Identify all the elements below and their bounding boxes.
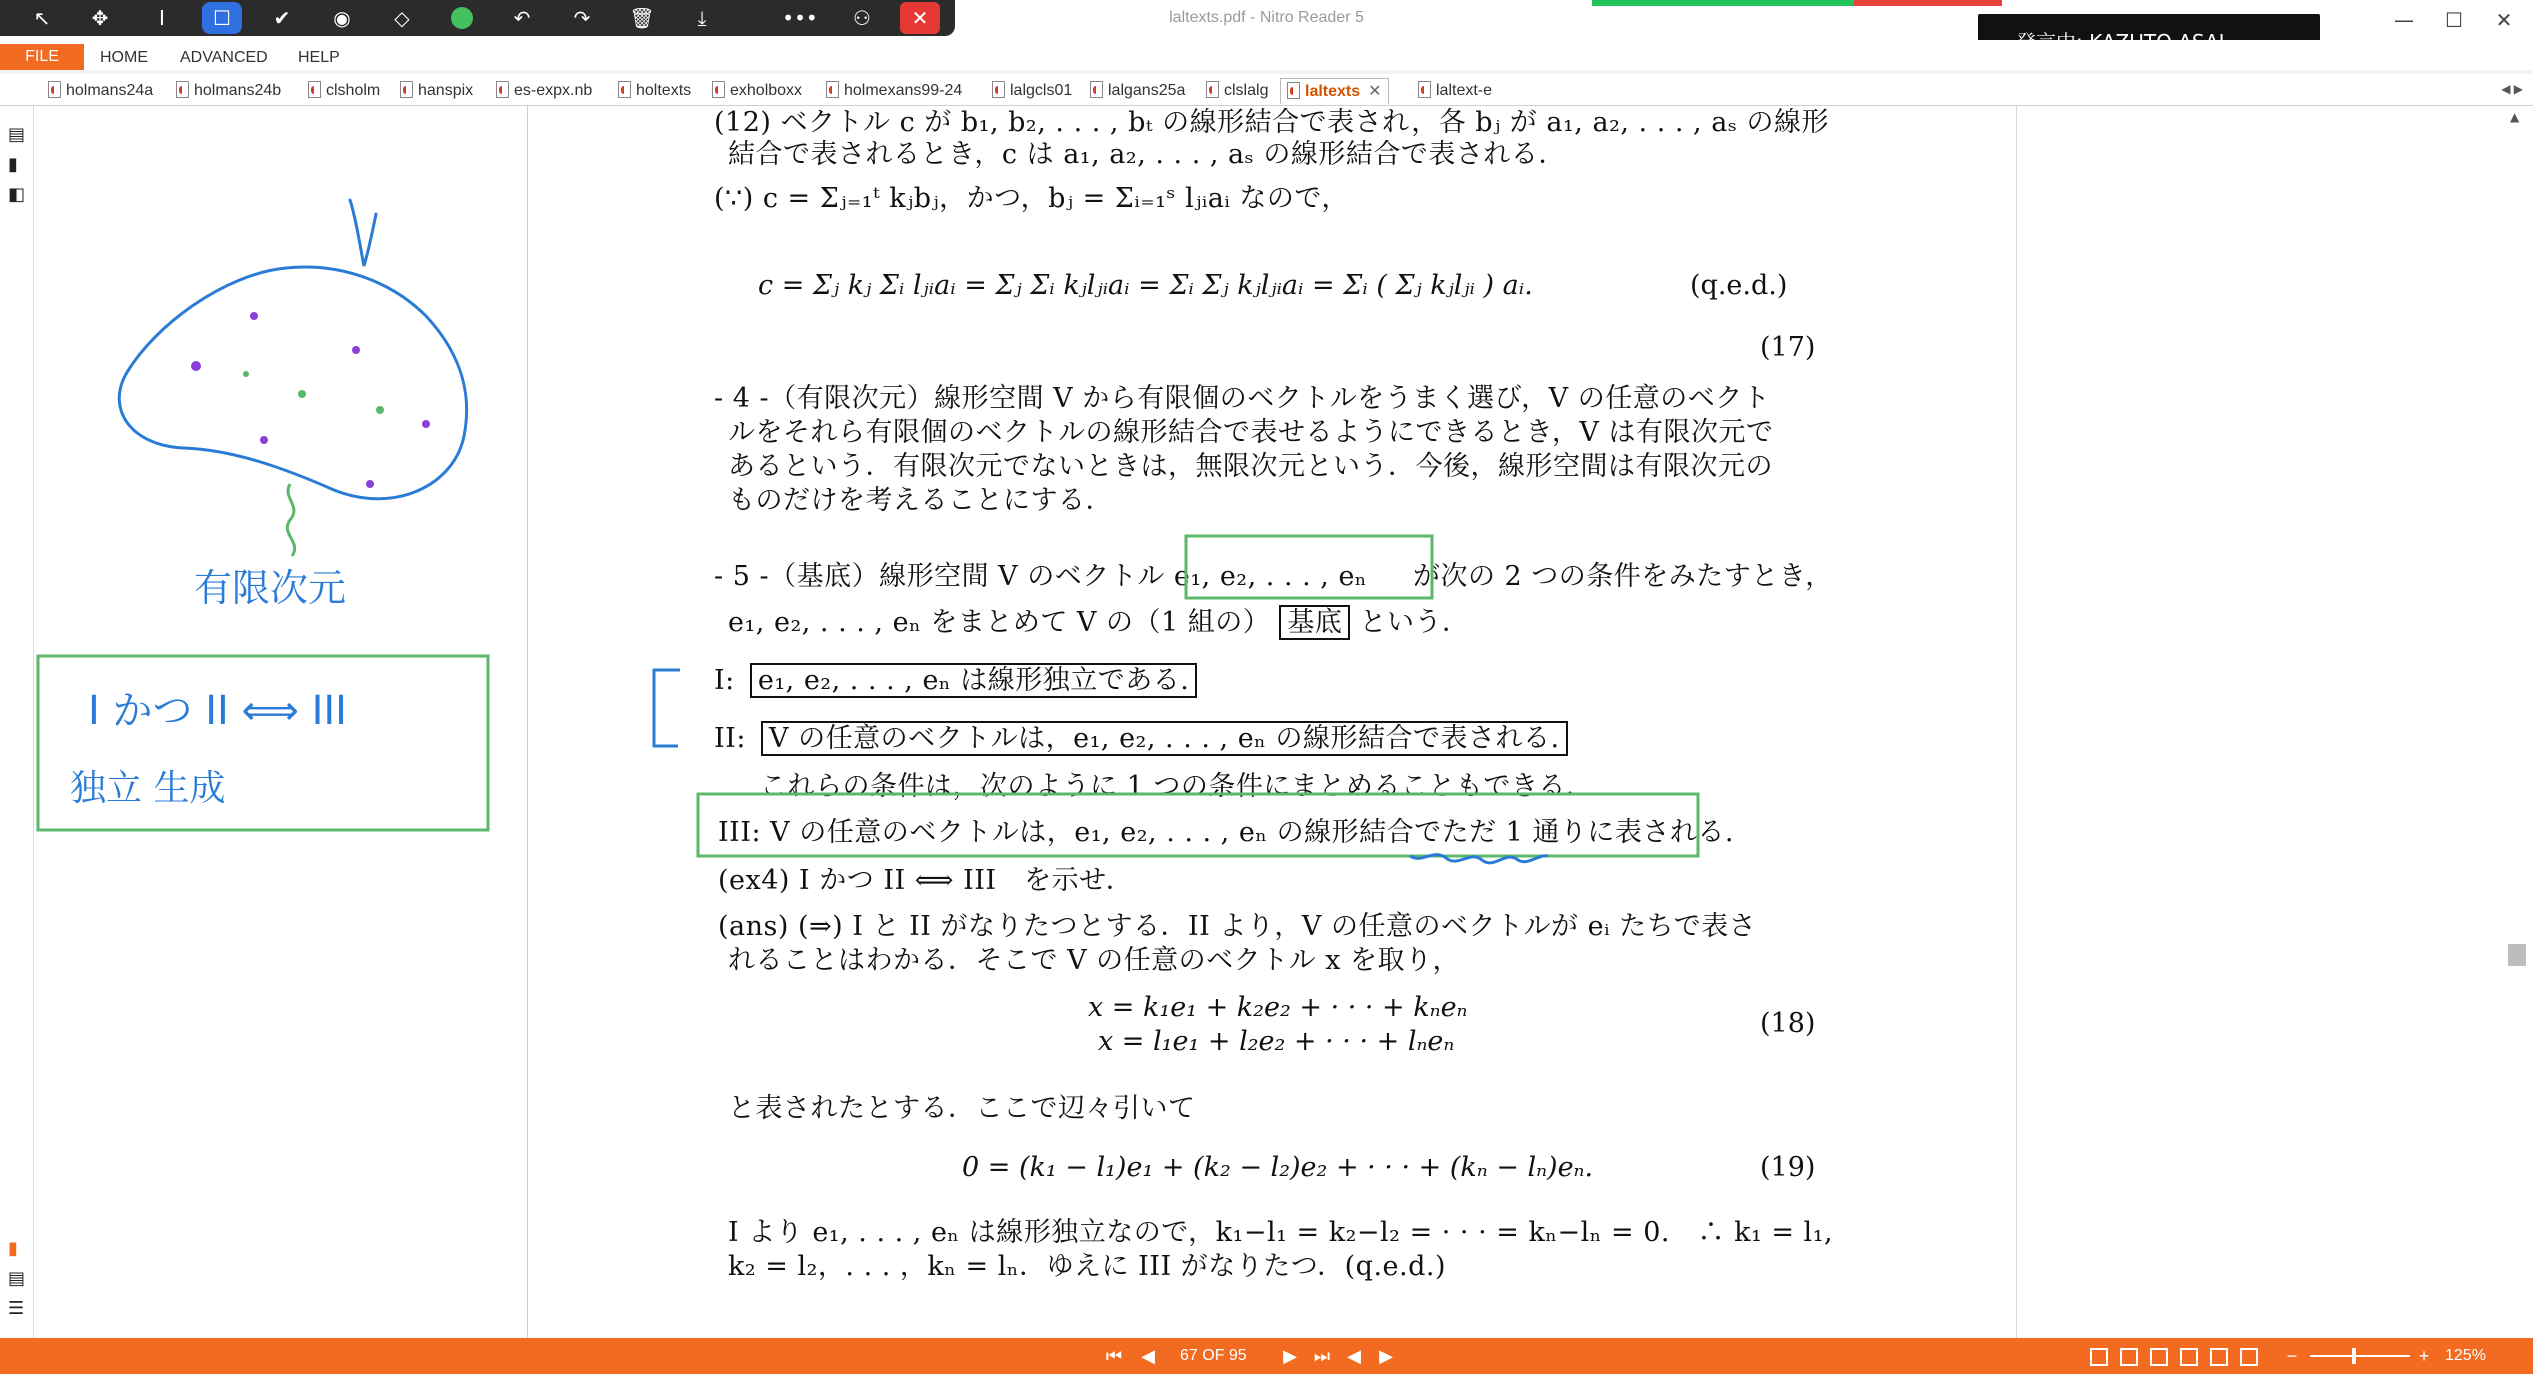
condition-II — [714, 716, 1568, 755]
menu-home[interactable]: HOME — [100, 49, 148, 66]
condition-II-label: II: — [714, 723, 746, 754]
tab-lalgans25a[interactable]: lalgans25a — [1090, 78, 1185, 104]
document-tabs — [0, 74, 2533, 106]
eraser-icon[interactable]: ◇ — [394, 6, 410, 30]
text-line: (∵) c = Σⱼ₌₁ᵗ kⱼbⱼ，かつ，bⱼ = Σᵢ₌₁ˢ lⱼᵢaᵢ なので， — [714, 183, 1349, 214]
text-line: ルをそれら有限個のベクトルの線形結合で表せるようにできるとき，V は有限次元で — [728, 417, 1774, 448]
text-line: (12) ベクトル c が b₁, b₂, . . . , bₜ の線形結合で表され，各 bⱼ が a₁, a₂, . . . , aₛ の線形 — [714, 107, 1829, 138]
minimize-button[interactable]: — — [2394, 8, 2414, 32]
equation-19: 0 = (k₁ − l₁)e₁ + (k₂ − l₂)e₂ + · · · + (kₙ − lₙ)eₙ. — [962, 1152, 1594, 1183]
menu-file[interactable]: FILE — [0, 44, 84, 70]
stamp-icon[interactable]: ◉ — [333, 6, 351, 30]
redo-icon[interactable]: ↷ — [573, 6, 591, 30]
pdf-file-icon — [992, 81, 1005, 98]
meeting-progress-green — [1592, 0, 1854, 6]
signatures-panel-icon[interactable]: ▤ — [8, 1268, 26, 1289]
text-line: ものだけを考えることにする． — [728, 485, 1113, 516]
page-counter[interactable]: 67 OF 95 — [1180, 1347, 1247, 1364]
equation-18a: x = k₁e₁ + k₂e₂ + · · · + kₙeₙ — [1088, 992, 1468, 1023]
equation-number-18: (18) — [1760, 1008, 1816, 1039]
close-tab-icon[interactable]: ✕ — [1368, 83, 1382, 100]
zoom-slider-track[interactable] — [2310, 1355, 2410, 1357]
ink-dot — [366, 480, 374, 488]
zoom-in-button[interactable]: + — [2418, 1346, 2430, 1366]
tab-lalgcls01[interactable]: lalgcls01 — [992, 78, 1072, 104]
menu-help[interactable]: HELP — [298, 49, 340, 66]
handwritten-notes-pane[interactable] — [34, 106, 528, 1338]
document-viewport[interactable] — [528, 106, 2016, 1338]
pdf-file-icon — [400, 81, 413, 98]
condition-III: III: V の任意のベクトルは，e₁, e₂, . . . , eₙ の線形結合でただ 1 通りに表される. — [718, 817, 1735, 848]
undo-icon[interactable]: ↶ — [513, 6, 531, 30]
back-view-button[interactable]: ◀ — [1347, 1346, 1361, 1366]
tab-scroll-arrows[interactable]: ◀ ▶ — [2501, 82, 2523, 96]
pdf-file-icon — [48, 81, 61, 98]
tab-holmexans99-24[interactable]: holmexans99-24 — [826, 78, 962, 104]
two-page-continuous-view-icon[interactable] — [2180, 1348, 2198, 1366]
close-window-button[interactable]: ✕ — [2495, 8, 2513, 32]
status-bar — [0, 1338, 2533, 1374]
basis-def-prefix: - 5 -（基底）線形空間 V のベクトル — [714, 561, 1165, 592]
ink-dot — [250, 312, 258, 320]
tab-exholboxx[interactable]: exholboxx — [712, 78, 802, 104]
first-page-button[interactable]: ⏮ — [1105, 1346, 1123, 1366]
right-blank-pane — [2016, 106, 2533, 1338]
pdf-file-icon — [176, 81, 189, 98]
pen-color-swatch — [451, 7, 473, 29]
notes-ink-layer — [34, 106, 528, 1338]
condition-I-label: I: — [714, 665, 735, 696]
pdf-file-icon — [308, 81, 321, 98]
text-line: - 4 -（有限次元）線形空間 V から有限個のベクトルをうまく選び，V の任意のベクト — [714, 383, 1771, 414]
rectangle-icon[interactable]: ☐ — [202, 2, 242, 34]
ink-dot — [352, 346, 360, 354]
pdf-page — [528, 106, 2016, 1338]
basis-term-box: 基底 — [1279, 605, 1350, 640]
tab-holmans24a[interactable]: holmans24a — [48, 78, 153, 104]
color-dot-icon[interactable] — [442, 2, 482, 34]
exercise-4: (ex4) I かつ II ⟺ III を示せ． — [718, 865, 1134, 896]
menu-advanced[interactable]: ADVANCED — [180, 49, 268, 66]
zoom-level[interactable]: 125% — [2445, 1347, 2486, 1364]
ink-dot — [191, 361, 201, 371]
move-icon[interactable]: ✥ — [91, 6, 109, 30]
condition-II-box: V の任意のベクトルは，e₁, e₂, . . . , eₙ の線形結合で表される. — [761, 721, 1568, 756]
next-page-button[interactable]: ▶ — [1283, 1346, 1297, 1366]
pdf-file-icon — [1418, 81, 1431, 98]
more-icon[interactable]: ••• — [782, 6, 818, 30]
equation-number-19: (19) — [1760, 1152, 1816, 1183]
ink-v-letter — [350, 200, 376, 266]
ink-dot — [376, 406, 384, 414]
basis-vectors: e₁, e₂, . . . , eₙ — [1173, 561, 1368, 592]
ink-dot — [260, 436, 268, 444]
equation-number-17: (17) — [1760, 332, 1816, 363]
text-line: (ans) (⇒) I と II がなりたつとする．II より，V の任意のベクトルが eᵢ たちで表さ — [718, 911, 1757, 942]
vertical-scrollbar[interactable] — [2502, 106, 2533, 1338]
pdf-file-icon — [496, 81, 509, 98]
meeting-progress-red — [1854, 0, 2002, 6]
window-title: laltexts.pdf - Nitro Reader 5 — [1169, 9, 1364, 26]
scroll-up-icon[interactable]: ▲ — [2510, 110, 2520, 124]
text-line: 結合で表されるとき，c は a₁, a₂, . . . , aₛ の線形結合で表される． — [728, 139, 1566, 170]
text-line: k₂ = l₂，. . . ，kₙ = lₙ．ゆえに III がなりたつ．(q.e.d.) — [728, 1251, 1447, 1282]
pdf-file-icon — [618, 81, 631, 98]
close-toolbar-icon[interactable]: ✕ — [900, 2, 940, 34]
basis-def-line2-end: という． — [1359, 607, 1470, 638]
text-line: と表されたとする．ここで辺々引いて — [728, 1093, 1196, 1124]
text-line: I より e₁, . . . , eₙ は線形独立なので，k₁−l₁ = k₂−l₂ = · · · = kₙ−lₙ = 0. ∴ k₁ = l₁, — [728, 1217, 1834, 1248]
tab-laltext-e[interactable]: laltext-e — [1418, 78, 1492, 104]
tab-es-expx[interactable]: es-expx.nb — [496, 78, 592, 104]
pages-panel-icon[interactable]: ▤ — [8, 124, 26, 145]
scrollbar-thumb[interactable] — [2508, 944, 2526, 966]
last-page-button[interactable]: ⏭ — [1313, 1346, 1331, 1366]
text-line — [728, 600, 1469, 639]
qed-17: (q.e.d.) — [1690, 270, 1788, 301]
two-page-view-icon[interactable] — [2150, 1348, 2168, 1366]
single-page-view-icon[interactable] — [2090, 1348, 2108, 1366]
share-icon[interactable]: ⚇ — [853, 6, 871, 30]
bookmarks-panel-icon[interactable]: ▮ — [8, 154, 18, 175]
pdf-file-icon — [1206, 81, 1219, 98]
zoom-slider-handle[interactable] — [2352, 1348, 2356, 1364]
fit-width-icon[interactable] — [2210, 1348, 2228, 1366]
tab-holtexts[interactable]: holtexts — [618, 78, 691, 104]
pdf-file-icon — [1287, 82, 1300, 99]
ink-finite-dim-text: 有限次元 — [194, 566, 347, 610]
zoom-out-button[interactable]: − — [2286, 1346, 2298, 1366]
text-line: れることはわかる．そこで V の任意のベクトル x を取り， — [728, 945, 1461, 976]
basis-def-line2: e₁, e₂, . . . , eₙ をまとめて V の（1 組の） — [728, 607, 1271, 638]
download-icon[interactable]: ⤓ — [697, 6, 707, 30]
fit-page-icon[interactable] — [2240, 1348, 2258, 1366]
equation-18b: x = l₁e₁ + l₂e₂ + · · · + lₙeₙ — [1098, 1026, 1455, 1057]
tab-clsholm[interactable]: clsholm — [308, 78, 380, 104]
ink-blue-bracket — [654, 670, 680, 746]
text-line — [714, 554, 1833, 593]
pdf-file-icon — [1090, 81, 1103, 98]
check-icon[interactable]: ✔ — [273, 6, 291, 30]
layers-panel-icon[interactable]: ☰ — [8, 1298, 25, 1319]
ink-box-line2: 独立 生成 — [70, 768, 226, 809]
basis-def-suffix: が次の 2 つの条件をみたすとき， — [1412, 561, 1833, 592]
trash-icon[interactable]: 🗑 — [629, 6, 655, 30]
annotation-toolbar — [0, 0, 955, 36]
cursor-icon[interactable]: ↖ — [33, 6, 51, 30]
forward-view-button[interactable]: ▶ — [1379, 1346, 1393, 1366]
tab-laltexts[interactable]: laltexts ✕ — [1280, 78, 1389, 104]
tab-clslalg[interactable]: clslalg — [1206, 78, 1268, 104]
menu-bar — [0, 40, 2533, 70]
ink-vector-space-blob — [119, 267, 466, 499]
maximize-button[interactable]: ☐ — [2445, 8, 2463, 32]
ink-box-line1: I かつ II ⟺ III — [88, 688, 347, 734]
ink-dot — [422, 420, 430, 428]
condition-I-box: e₁, e₂, . . . , eₙ は線形独立である. — [750, 663, 1197, 698]
text-line: あるという．有限次元でないときは，無限次元という．今後，線形空間は有限次元の — [728, 451, 1773, 482]
comments-panel-icon[interactable]: ◧ — [8, 184, 26, 205]
attachments-panel-icon[interactable]: ▮ — [8, 1238, 18, 1259]
ink-squiggle — [287, 484, 294, 556]
prev-page-button[interactable]: ◀ — [1141, 1346, 1155, 1366]
pdf-file-icon — [712, 81, 725, 98]
condition-I — [714, 658, 1197, 697]
tab-holmans24b[interactable]: holmans24b — [176, 78, 281, 104]
ink-dot — [243, 371, 249, 377]
tab-hanspix[interactable]: hanspix — [400, 78, 473, 104]
equation-17: c = Σⱼ kⱼ Σᵢ lⱼᵢaᵢ = Σⱼ Σᵢ kⱼlⱼᵢaᵢ = Σᵢ Σⱼ kⱼlⱼᵢaᵢ = Σᵢ ( Σⱼ kⱼlⱼᵢ ) aᵢ. — [758, 270, 1533, 301]
ink-blue-underline-wave — [1410, 855, 1548, 863]
ink-dot — [298, 390, 306, 398]
text-cursor-icon[interactable]: I — [159, 6, 165, 30]
pdf-file-icon — [826, 81, 839, 98]
text-line: これらの条件は，次のように 1 つの条件にまとめることもできる． — [760, 771, 1594, 802]
continuous-view-icon[interactable] — [2120, 1348, 2138, 1366]
left-side-rail — [0, 106, 34, 1338]
